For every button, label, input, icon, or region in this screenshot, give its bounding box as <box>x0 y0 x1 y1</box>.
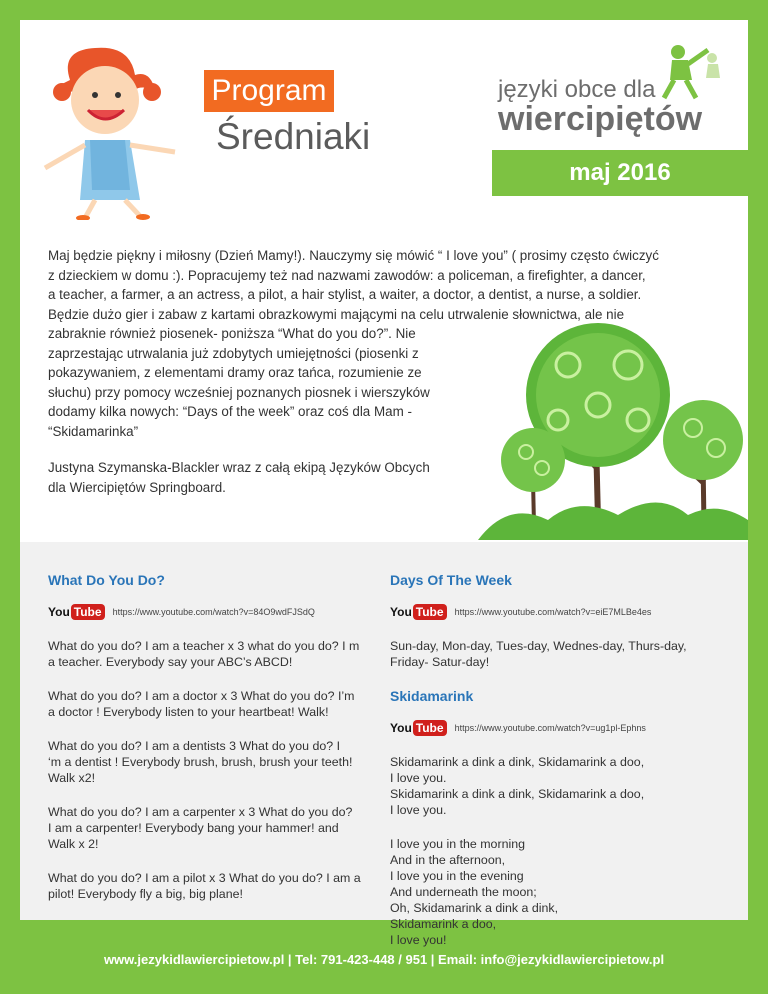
youtube-link[interactable] <box>390 720 720 736</box>
logo-figure-icon <box>652 38 732 102</box>
bushes <box>478 503 748 541</box>
signature: Justyna Szymanska-Blackler wraz z całą ekipą Języków Obcych dla Wiercipiętów Springboard. <box>48 460 430 495</box>
tree-small-right <box>663 400 743 525</box>
lyric-verse: Sun-day, Mon-day, Tues-day, Wednes-day, Thurs-day, Friday- Satur-day! <box>390 639 687 669</box>
youtube-logo-icon: You Tube <box>48 604 105 620</box>
song-title: What Do You Do? <box>48 572 165 588</box>
song-what-do-you-do <box>48 572 388 920</box>
tree-small-left <box>501 428 565 525</box>
tree-large <box>526 323 670 520</box>
youtube-url[interactable]: https://www.youtube.com/watch?v=ug1pl-Ephns <box>454 723 646 733</box>
logo-tagline: języki obce dla <box>498 76 656 103</box>
child-face <box>71 66 139 134</box>
intro-paragraph: Maj będzie piękny i miłosny (Dzień Mamy!). Nauczymy się mówić “ I love you” ( prosimy często ćwiczyć z dzieckiem w domu :). Popracujemy też nad nazwami zawodów: a policeman, a firefighter, a dancer, a teacher, a farmer, a an actress, a pilot, a hair stylist, a waiter, a doctor, a dentist, a nurse, a soldier. Będzie dużo gier i zabaw z kartami obrazkowymi mającymi na celu utrwalenie słownictwa, ale nie zabraknie również piosenek- poniższa “What do you do?”. Nie zaprzestając utrwalania już zdobytych umiejętności (piosenki z pokazywaniem, z elementami dramy oraz tańca, rozumienie ze słuchu) przy pomocy wcześniej poznanych piosnek i wierszyków dodamy kilka nowych: “Days of the week” oraz coś dla Mam - “Skidamarinka” <box>48 248 659 439</box>
youtube-logo-icon: You Tube <box>390 720 447 736</box>
youtube-url[interactable]: https://www.youtube.com/watch?v=84O9wdFJSdQ <box>112 607 315 617</box>
logo-wordmark: wiercipiętów <box>498 100 703 138</box>
lyric-verse: What do you do? I am a carpenter x 3 What do you do? I am a carpenter! Everybody bang your hammer! and Walk x 2! <box>48 805 353 851</box>
lyric-verse: I love you in the morning And in the afternoon, I love you in the evening And underneath the moon; Oh, Skidamarink a dink a dink, Skidamarink a doo, I love you! <box>390 837 559 947</box>
month-banner: maj 2016 <box>492 150 748 196</box>
youtube-logo-icon: You Tube <box>390 604 447 620</box>
trees-illustration <box>478 320 748 540</box>
lyric-verse: What do you do? I am a teacher x 3 what do you do? I m a teacher. Everybody say your ABC’s ABCD! <box>48 639 360 669</box>
lyric-verse: What do you do? I am a dentists 3 What do you do? I ‘m a dentist ! Everybody brush, brush, brush your teeth! Walk x2! <box>48 739 353 785</box>
lyric-verse: What do you do? I am a pilot x 3 What do you do? I am a pilot! Everybody fly a big, big plane! <box>48 871 361 901</box>
flyer-page <box>20 20 748 947</box>
lyric-verse: Skidamarink a dink a dink, Skidamarink a doo, I love you. Skidamarink a dink a dink, Skidamarink a doo, I love you. <box>390 755 645 817</box>
youtube-url[interactable]: https://www.youtube.com/watch?v=eiE7MLBe4es <box>454 607 652 617</box>
song-column-right <box>390 572 720 966</box>
song-title: Skidamarink <box>390 688 474 704</box>
song-title: Days Of The Week <box>390 572 512 588</box>
songs-section <box>20 542 748 947</box>
child-illustration <box>40 40 180 220</box>
footer-contact: www.jezykidlawiercipietow.pl | Tel: 791-423-448 / 951 | Email: info@jezykidlawiercipietow.pl <box>103 952 665 967</box>
youtube-link[interactable] <box>48 604 388 620</box>
program-label: Program <box>204 70 334 112</box>
youtube-link[interactable] <box>390 604 720 620</box>
lyric-verse: What do you do? I am a doctor x 3 What do you do? I’m a doctor ! Everybody listen to your heartbeat! Walk! <box>48 689 355 719</box>
group-level-title: Średniaki <box>216 116 371 157</box>
